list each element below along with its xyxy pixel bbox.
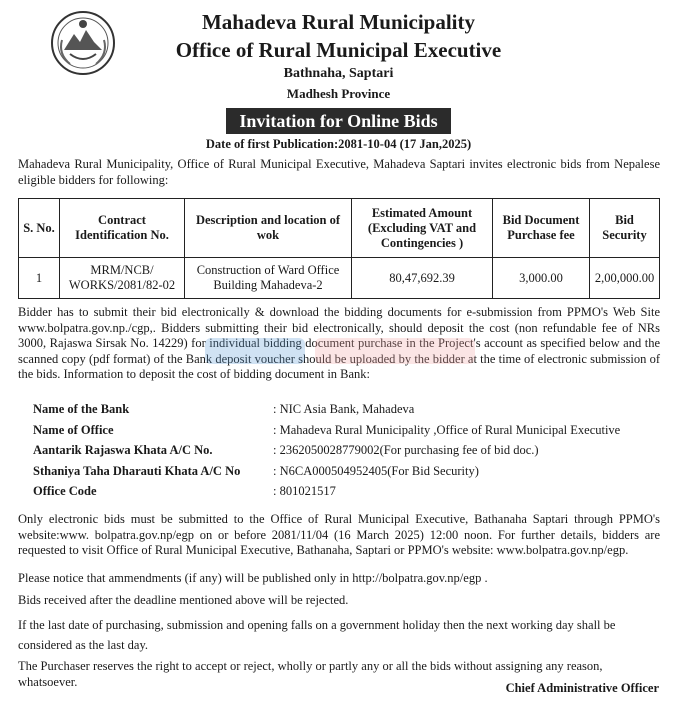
column-header: S. No. [19, 199, 60, 258]
bid-table [18, 198, 660, 299]
intro-paragraph: Mahadeva Rural Municipality, Office of Rural Municipal Executive, Mahadeva Saptari invites electronic bids from Nepalese eligible bidders for following: [18, 157, 660, 187]
bank-detail-label: Name of Office [33, 422, 114, 437]
bank-detail-row [33, 423, 663, 444]
rejection-paragraph: Bids received after the deadline mentioned above will be rejected. [18, 593, 349, 607]
bank-detail-value: : Mahadeva Rural Municipality ,Office of Rural Municipal Executive [273, 422, 621, 437]
table-cell: 1 [19, 258, 60, 299]
bank-detail-label: Sthaniya Taha Dharauti Khata A/C No [33, 463, 241, 478]
bank-detail-row [33, 402, 663, 423]
publication-date: Date of first Publication:2081-10-04 (17 Jan,2025) [205, 137, 472, 151]
table-row [19, 258, 660, 299]
bank-detail-row [33, 484, 663, 505]
table-cell: MRM/NCB/ WORKS/2081/82-02 [60, 258, 185, 299]
bidder-instructions-paragraph: Bidder has to submit their bid electronically & download the bidding documents for e-submission from PPMO's Web Site www.bolpatra.gov.np./cgp,. Bidders submitting their bid electronically, should deposit the cost (non refundable fee of NRs 3000, Rajaswa Sirsak No. 14229) for individual bidding document purchase in the Project's account as specified below and the scanned copy (pdf format) of the Bank deposit voucher should be uploaded by the bidder at the time of electronic submission of the bids. Information to deposit the cost of bidding document in Bank: [18, 305, 660, 382]
bank-detail-value: : 2362050028779002(For purchasing fee of bid doc.) [273, 443, 539, 458]
column-header: Description and location of wok [185, 199, 352, 258]
bank-detail-value: : NIC Asia Bank, Mahadeva [273, 402, 415, 416]
bank-detail-value: : 801021517 [273, 484, 336, 499]
office-name: Office of Rural Municipal Executive [175, 38, 502, 62]
table-cell: Construction of Ward Office Building Mahadeva-2 [185, 258, 352, 299]
municipality-name: Mahadeva Rural Municipality [201, 10, 475, 34]
bank-details [33, 402, 663, 505]
bank-detail-label: Aantarik Rajaswa Khata A/C No. [33, 443, 213, 458]
column-header: Bid Document Purchase fee [493, 199, 590, 258]
column-header: Bid Security [590, 199, 660, 258]
holiday-paragraph: If the last date of purchasing, submission and opening falls on a government holiday then the next working day shall be considered as the last day. [18, 618, 616, 652]
province-name: Madhesh Province [286, 86, 391, 101]
table-cell: 3,000.00 [493, 258, 590, 299]
amendment-paragraph: Please notice that ammendments (if any) will be published only in http://bolpatra.gov.np/egp . [18, 571, 488, 585]
table-cell: 80,47,692.39 [352, 258, 493, 299]
bank-detail-row [33, 464, 663, 485]
bank-detail-label: Name of the Bank [33, 402, 130, 416]
signatory-title: Chief Administrative Officer [505, 681, 659, 695]
office-location: Bathnaha, Saptari [283, 66, 394, 81]
bank-detail-value: : N6CA000504952405(For Bid Security) [273, 463, 479, 478]
table-cell: 2,00,000.00 [590, 258, 660, 299]
bid-table-header-row [19, 199, 660, 258]
column-header: Estimated Amount (Excluding VAT and Contingencies ) [352, 199, 493, 258]
bank-detail-label: Office Code [33, 484, 97, 499]
submission-paragraph: Only electronic bids must be submitted to the Office of Rural Municipal Executive, Bathanaha Saptari through PPMO's website:www. bolpatra.gov.np/egp on or before 2081/11/04 (16 March 2025) 12:00 noon. For further details, bidders are requested to visit Office of Rural Municipal Executive, Bathanaha, Saptari or PPMO's website: www.bolpatra.gov.np/egp. [18, 512, 660, 558]
column-header: Contract Identification No. [60, 199, 185, 258]
notice-title-banner: Invitation for Online Bids [226, 108, 451, 134]
bank-detail-row [33, 443, 663, 464]
purchaser-rights-paragraph: The Purchaser reserves the right to accept or reject, wholly or partly any or all the bids without assigning any reason, whatsoever. [18, 659, 603, 689]
